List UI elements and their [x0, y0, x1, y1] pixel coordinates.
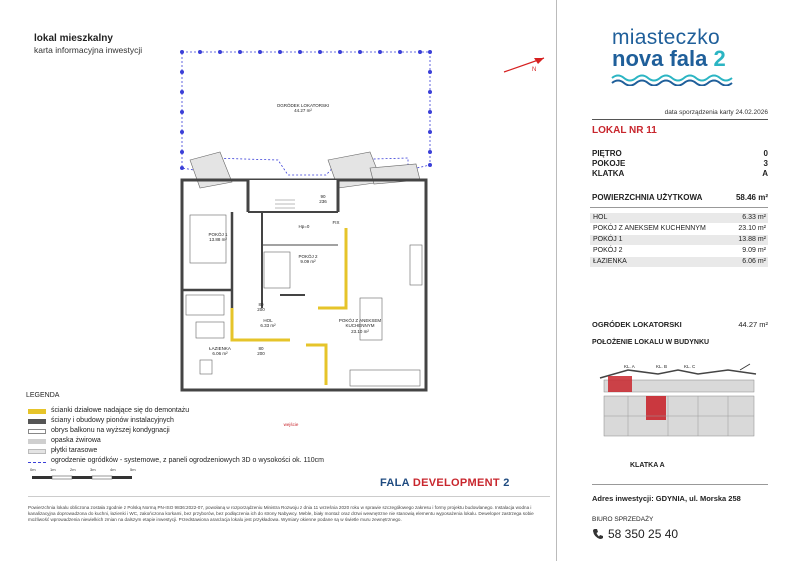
- plan-door-200-a: 200: [257, 307, 265, 313]
- logo-waves-icon: [610, 74, 740, 86]
- divider: [28, 496, 550, 497]
- scale-label: 2m: [70, 467, 76, 472]
- sales-label: BIURO SPRZEDAŻY: [592, 516, 654, 523]
- kl-c-label: KL. C: [684, 364, 696, 369]
- divider: [592, 484, 768, 485]
- plan-hol-name: HOL: [263, 318, 273, 323]
- divider: [592, 119, 768, 120]
- scale-label: 0m: [30, 467, 36, 472]
- plan-aneks-name-2: KUCHENNYM: [345, 323, 375, 329]
- plan-pokoj1-area: 13.88 m²: [209, 237, 227, 243]
- room-row: POKÓJ 1 13.88 m²: [590, 235, 768, 245]
- usable-area: POWIERZCHNIA UŻYTKOWA 58.46 m²: [592, 193, 768, 202]
- room-row: ŁAZIENKA 6.06 m²: [590, 257, 768, 267]
- lokal-title: LOKAL NR 11: [592, 125, 657, 136]
- location-title: POŁOŻENIE LOKALU W BUDYNKU: [592, 339, 710, 346]
- kl-b-label: KL. B: [656, 364, 668, 369]
- plan-door-90: 90: [320, 194, 326, 199]
- plan-lazienka-area: 6.06 m²: [212, 351, 228, 357]
- attr-floor: PIĘTRO 0: [592, 149, 768, 158]
- plan-pokoj2-name: POKÓJ 2: [298, 254, 318, 259]
- scale-label: 3m: [90, 467, 96, 472]
- attr-rooms: POKOJE 3: [592, 159, 768, 168]
- plan-door-200-b: 200: [257, 351, 265, 357]
- plan-door-80-a: 80: [258, 302, 264, 307]
- plan-hp: Hp=0: [298, 224, 310, 229]
- plan-garden-name: OGRÓDEK LOKATORSKI: [276, 103, 330, 108]
- plan-aneks-area: 23.10 m²: [351, 328, 369, 334]
- logo-line1: miasteczko: [612, 26, 721, 49]
- divider: [556, 0, 557, 561]
- plan-lazienka-name: ŁAZIENKA: [209, 346, 231, 351]
- phone-icon: [592, 528, 604, 540]
- scale-label: 4m: [110, 467, 116, 472]
- address: Adres inwestycji: GDYNIA, ul. Morska 258: [592, 494, 741, 503]
- logo-line2: nova fala 2: [612, 46, 726, 71]
- room-row: POKÓJ 2 9.09 m²: [593, 247, 766, 254]
- plan-door-236: 236: [319, 199, 327, 205]
- plan-pokoj2-area: 9.09 m²: [300, 259, 316, 265]
- building-position-plan: [598, 360, 758, 460]
- disclaimer: Powierzchnia lokalu obliczona została zgodnie z Polską Normą PN-ISO 9836:2022-07, powołaną w rozporządzeniu Ministra Rozwoju z dnia 11 września 2020 roku w sprawie szczegółowego zakresu i formy projektu budowlanego. Instalacja wodna i kanalizacyjna doprowadzona do kuchni, łazienki i WC, zakończona korkami, bez przyborów, bez podłączenia ich do strony Nabywcy. Meble, biały montaż oraz drzwi wewnętrzne nie stanowią elementu wyposażenia lokalu. Deweloper zastrzega sobie możliwość wprowadzenia niewielkich zmian na dalszym etapie inwestycji. Przedstawiona aranżacja lokalu jest przykładowa. Wymiary okienne podane są w świetle muru zewnętrznego.: [28, 505, 534, 523]
- attr-staircase: KLATKA A: [592, 169, 768, 178]
- plan-garden-area: 44.27 m²: [294, 108, 312, 114]
- brand-footer: FALA DEVELOPMENT 2: [380, 477, 510, 489]
- svg-text:N: N: [532, 67, 537, 73]
- location-caption: KLATKA A: [630, 462, 665, 469]
- plan-pokoj1-name: POKÓJ 1: [208, 232, 228, 237]
- north-arrow-icon: [500, 50, 550, 76]
- plan-entrance: wejście: [283, 422, 299, 427]
- plan-door-80-b: 80: [258, 346, 264, 351]
- plan-aneks-name-1: POKÓJ Z ANEKSEM: [338, 318, 382, 323]
- date-label: data sporządzenia karty 24.02.2026: [664, 109, 768, 116]
- plan-hol-area: 6.33 m²: [260, 323, 276, 329]
- page-title: lokal mieszkalny: [34, 33, 113, 44]
- divider: [590, 207, 768, 208]
- phone-number[interactable]: 58 350 25 40: [608, 527, 679, 541]
- scale-label: 5m: [130, 467, 136, 472]
- plan-fix: FIX: [332, 220, 340, 225]
- legend-title: LEGENDA: [26, 392, 60, 399]
- page-subtitle: karta informacyjna inwestycji: [34, 45, 143, 55]
- scale-label: 1m: [50, 467, 56, 472]
- room-row: HOL 6.33 m²: [590, 213, 768, 223]
- garden-row: OGRÓDEK LOKATORSKI 44.27 m²: [592, 320, 768, 329]
- kl-a-label: KL. A: [624, 364, 635, 369]
- room-row: POKÓJ Z ANEKSEM KUCHENNYM 23.10 m²: [593, 225, 766, 232]
